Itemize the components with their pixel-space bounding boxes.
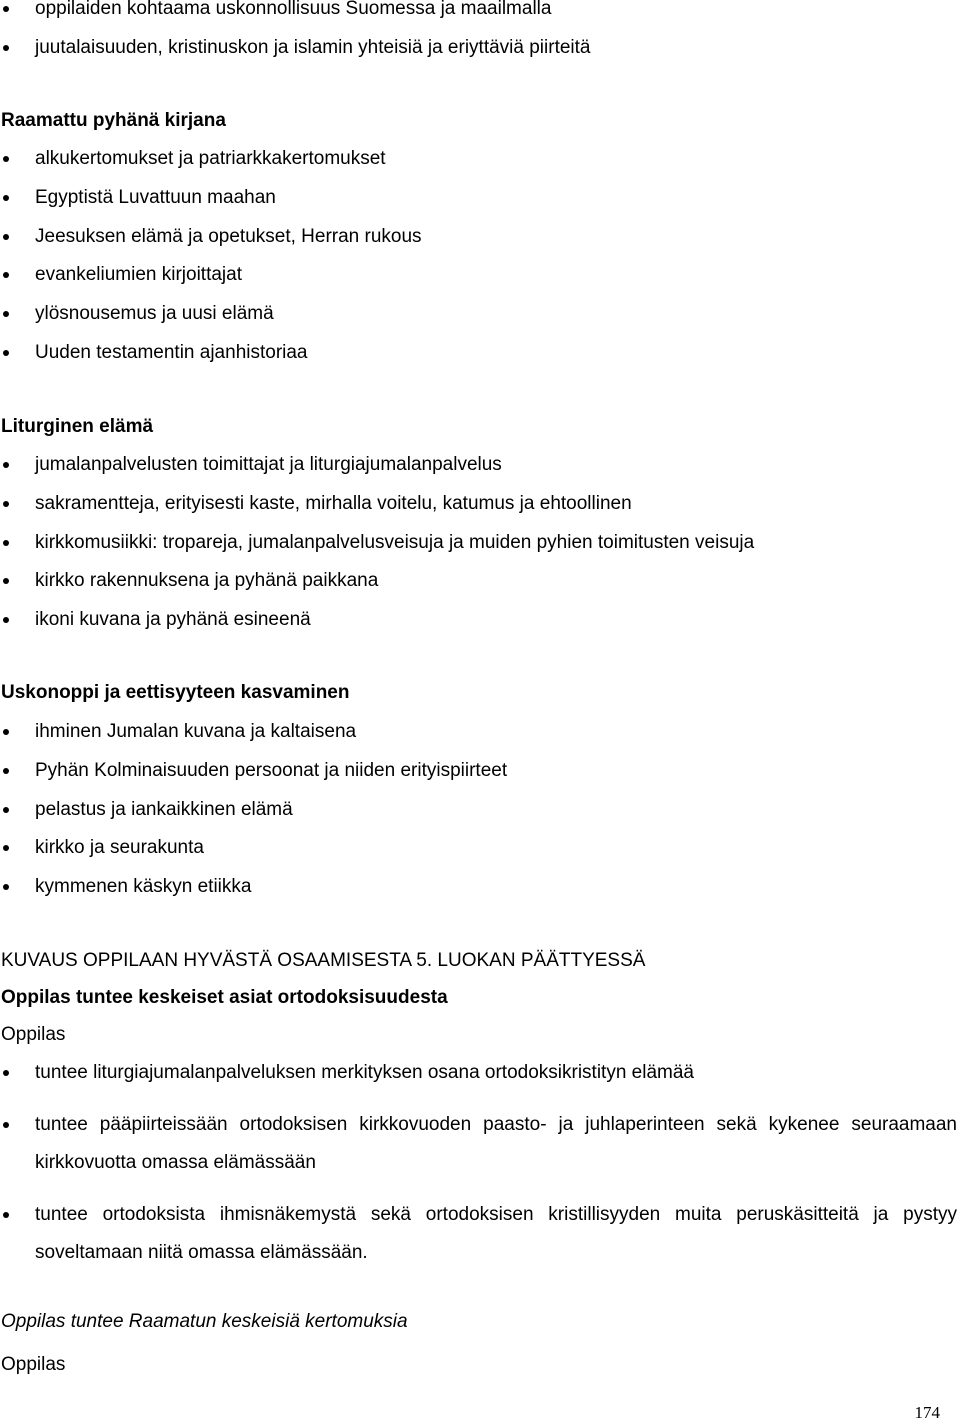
goal-intro-1: Oppilas <box>1 1024 66 1045</box>
bullet-icon <box>3 195 9 201</box>
bullet-icon <box>3 768 9 774</box>
list-item: Egyptistä Luvattuun maahan <box>0 187 960 209</box>
list-item: pelastus ja iankaikkinen elämä <box>0 799 960 821</box>
list-item: sakramentteja, erityisesti kaste, mirhalla voitelu, katumus ja ehtoollinen <box>0 493 960 515</box>
bullet-list-liturginen <box>0 454 960 631</box>
list-item: Pyhän Kolminaisuuden persoonat ja niiden erityispiirteet <box>0 760 960 782</box>
bullet-icon <box>3 1070 9 1076</box>
bullet-list-raamattu <box>0 148 960 364</box>
list-item: kirkko ja seurakunta <box>0 837 960 859</box>
list-item: Jeesuksen elämä ja opetukset, Herran rukous <box>0 226 960 248</box>
list-item: tuntee ortodoksista ihmisnäkemystä sekä ortodoksisen kristillisyyden muita peruskäsitteitä ja pystyy soveltamaan niitä omassa elämässään. <box>0 1204 960 1280</box>
section-heading-uskonoppi: Uskonoppi ja eettisyyteen kasvaminen <box>1 682 350 703</box>
section-heading-liturginen: Liturginen elämä <box>1 416 154 437</box>
bullet-icon <box>3 350 9 356</box>
bullet-icon <box>3 311 9 317</box>
bullet-icon <box>3 234 9 240</box>
list-item: kirkkomusiikki: tropareja, jumalanpalvelusveisuja ja muiden pyhien toimitusten veisuja <box>0 532 960 554</box>
bullet-list-uskonoppi <box>0 721 960 898</box>
bullet-icon <box>3 45 9 51</box>
bullet-icon <box>3 884 9 890</box>
list-item: oppilaiden kohtaama uskonnollisuus Suomessa ja maailmalla <box>0 0 960 20</box>
bullet-icon <box>3 617 9 623</box>
list-item: alkukertomukset ja patriarkkakertomukset <box>0 148 960 170</box>
goal-heading-1: Oppilas tuntee keskeiset asiat ortodoksisuudesta <box>1 987 448 1008</box>
goal-heading-2: Oppilas tuntee Raamatun keskeisiä kertomuksia <box>1 1311 408 1332</box>
list-item: juutalaisuuden, kristinuskon ja islamin yhteisiä ja eriyttäviä piirteitä <box>0 37 960 59</box>
bullet-icon <box>3 156 9 162</box>
bullet-icon <box>3 1212 9 1218</box>
list-item: jumalanpalvelusten toimittajat ja liturgiajumalanpalvelus <box>0 454 960 476</box>
bullet-icon <box>3 540 9 546</box>
list-item: ihminen Jumalan kuvana ja kaltaisena <box>0 721 960 743</box>
list-item: tuntee liturgiajumalanpalveluksen merkityksen osana ortodoksikristityn elämää <box>0 1062 960 1100</box>
bullet-icon <box>3 6 9 12</box>
list-item: evankeliumien kirjoittajat <box>0 264 960 286</box>
bullet-icon <box>3 578 9 584</box>
section-heading-raamattu: Raamattu pyhänä kirjana <box>1 110 226 131</box>
list-item: tuntee pääpiirteissään ortodoksisen kirkkovuoden paasto- ja juhlaperinteen sekä kykenee seuraamaan kirkkovuotta omassa elämässään <box>0 1114 960 1190</box>
bullet-icon <box>3 807 9 813</box>
bullet-list-top <box>0 0 960 59</box>
list-item: kymmenen käskyn etiikka <box>0 876 960 898</box>
description-title: KUVAUS OPPILAAN HYVÄSTÄ OSAAMISESTA 5. LUOKAN PÄÄTTYESSÄ <box>1 950 646 971</box>
page-number: 174 <box>914 1403 940 1422</box>
bullet-icon <box>3 845 9 851</box>
bullet-icon <box>3 501 9 507</box>
bullet-list-goal1 <box>0 1062 960 1294</box>
bullet-icon <box>3 462 9 468</box>
list-item: ikoni kuvana ja pyhänä esineenä <box>0 609 960 631</box>
list-item: ylösnousemus ja uusi elämä <box>0 303 960 325</box>
list-item: Uuden testamentin ajanhistoriaa <box>0 342 960 364</box>
bullet-icon <box>3 729 9 735</box>
bullet-icon <box>3 1122 9 1128</box>
bullet-icon <box>3 272 9 278</box>
list-item: kirkko rakennuksena ja pyhänä paikkana <box>0 570 960 592</box>
goal-intro-2: Oppilas <box>1 1354 66 1375</box>
